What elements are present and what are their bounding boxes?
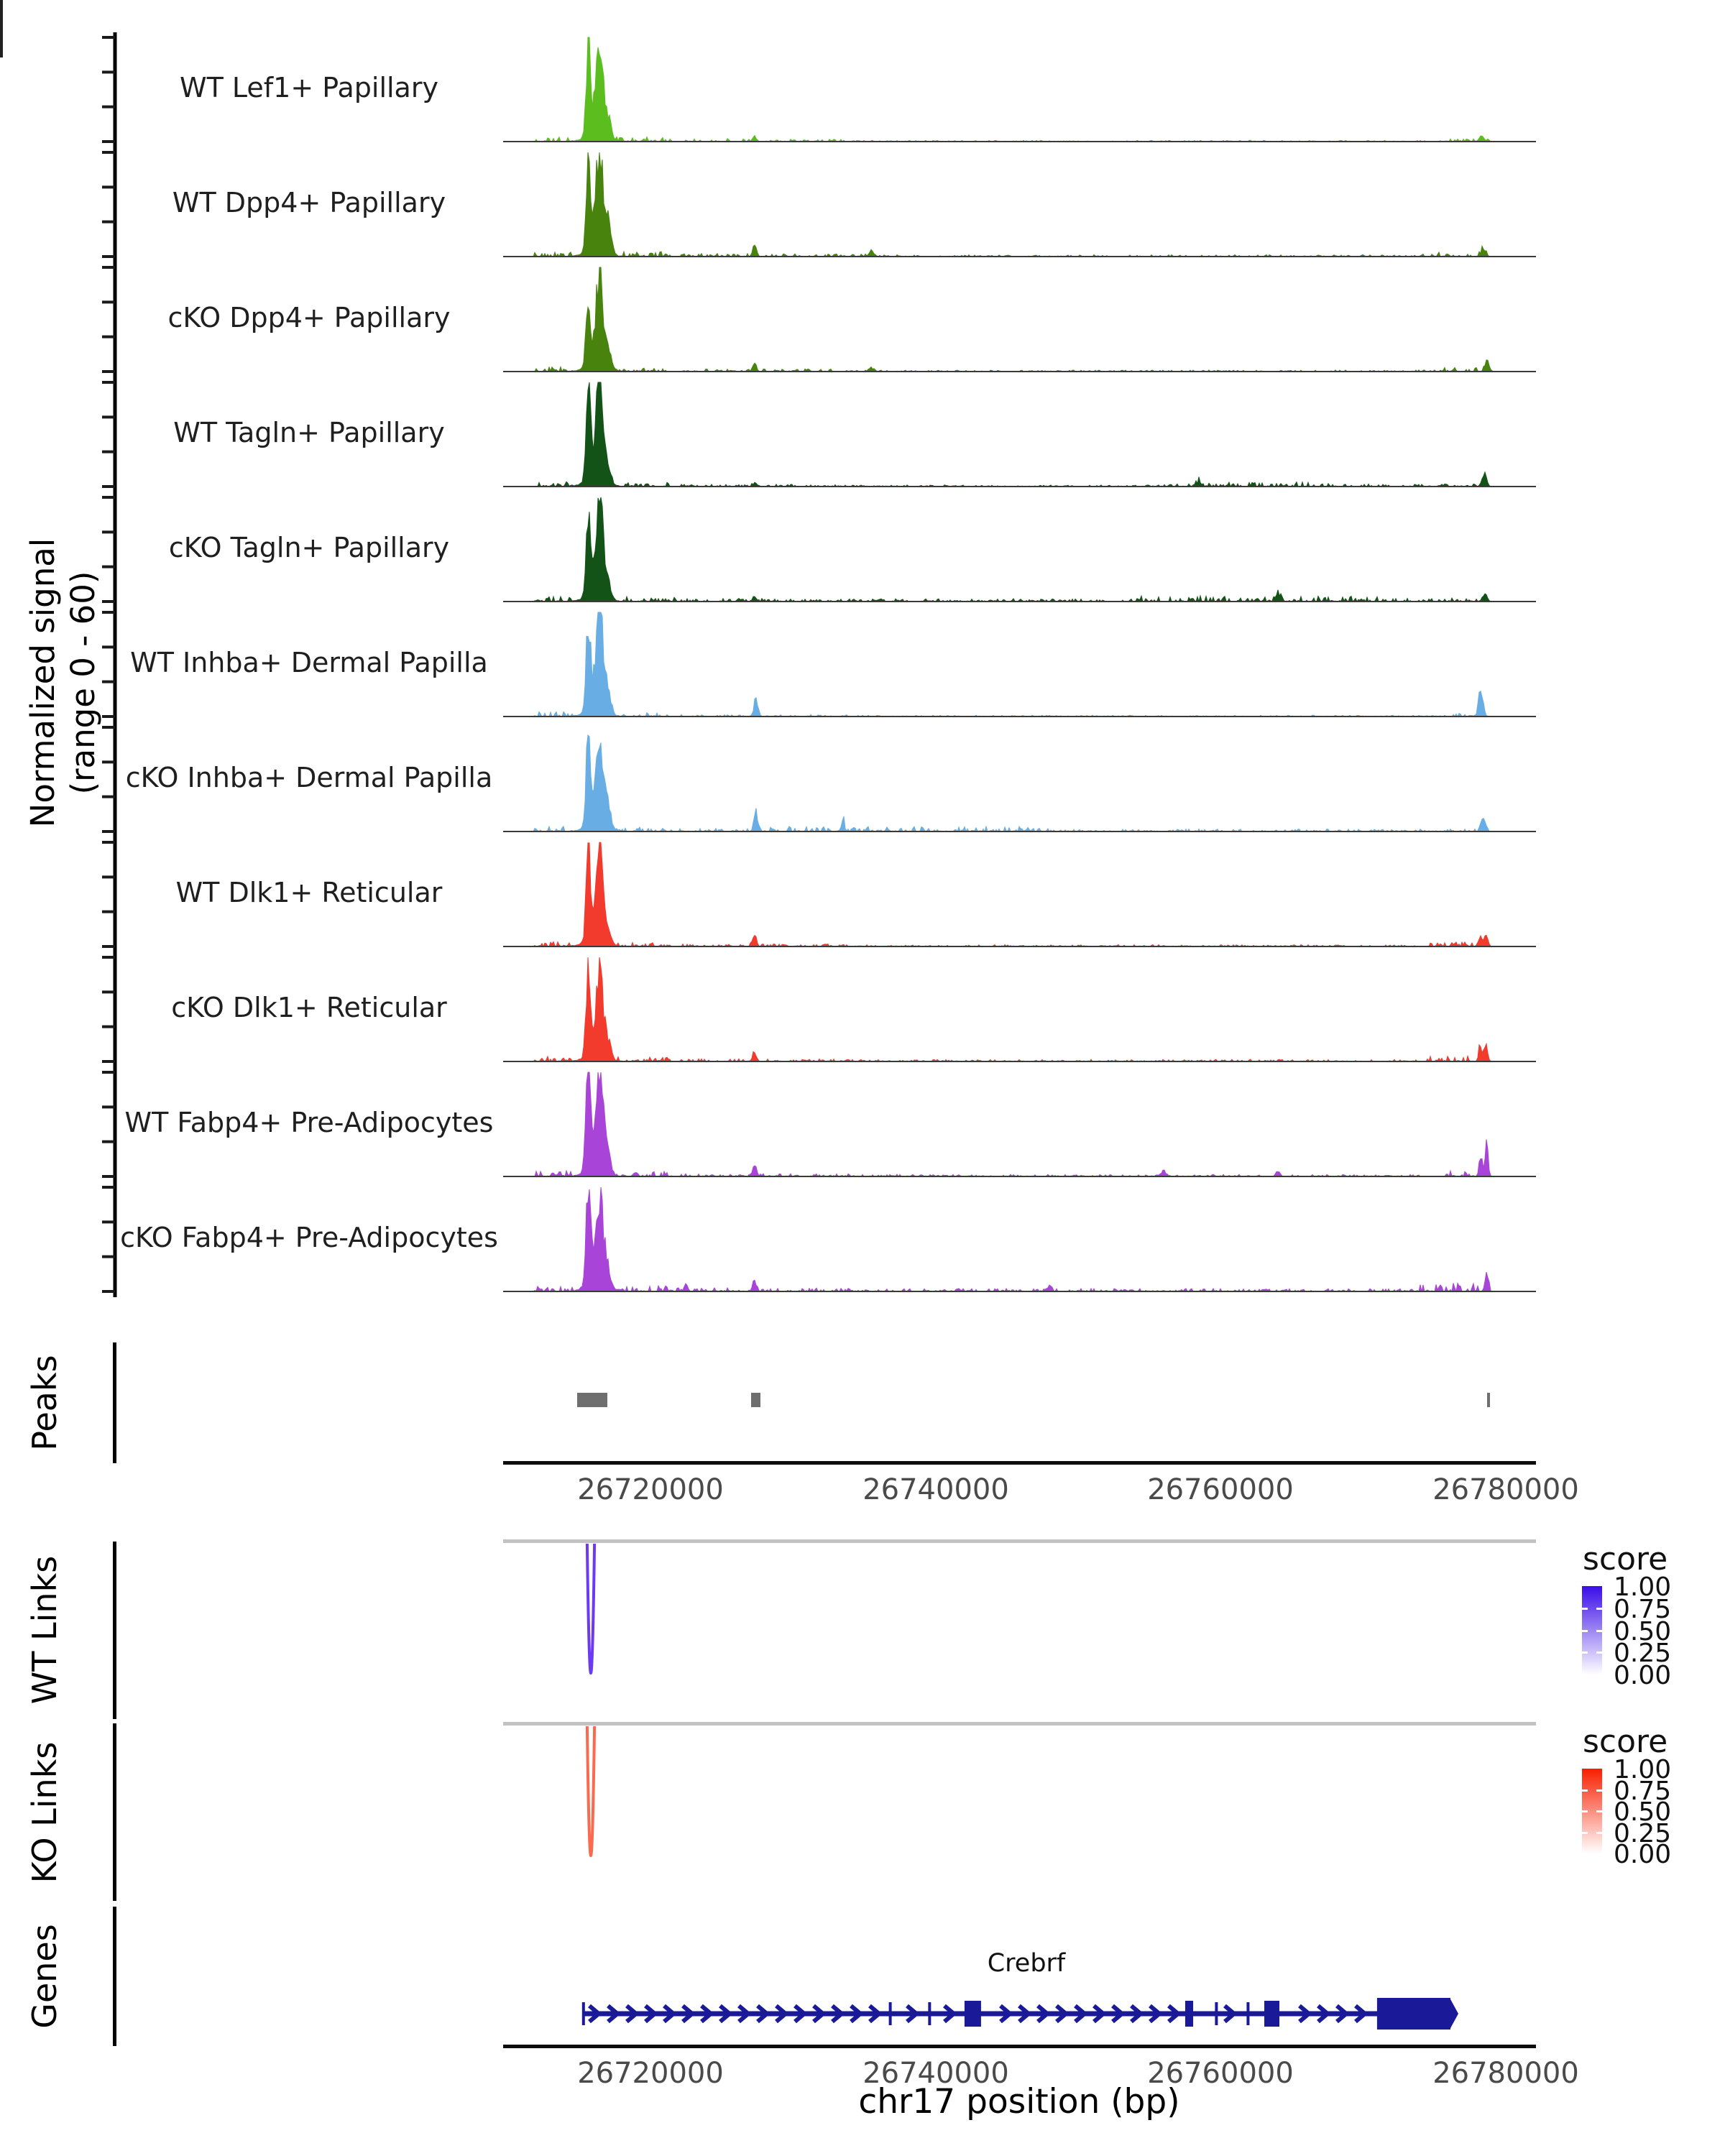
axis-tick-mark: [0, 0, 3, 7]
signal-area: [503, 1187, 1536, 1291]
axis-tick-label: 26720000: [577, 1473, 724, 1506]
signal-area: [503, 382, 1536, 487]
axis-tick-label: 26780000: [1432, 1473, 1579, 1506]
axis-tick-label: 26760000: [1147, 2057, 1294, 2090]
signal-track-1: [503, 37, 1536, 142]
signal-area: [503, 152, 1536, 257]
legend-tick-mark: [1582, 1789, 1588, 1792]
gene-exon: [965, 2001, 981, 2027]
signal-area: [503, 957, 1536, 1061]
signal-tracks-canvas: [503, 22, 1536, 1308]
wt-links-legend-title: score: [1583, 1541, 1668, 1577]
wt-links-section-bracket: [113, 1542, 116, 1719]
signal-area: [503, 735, 1536, 831]
peak-region-2: [751, 1393, 760, 1407]
axis-tick-mark: [0, 36, 3, 43]
wt-links-arcs: [503, 1538, 1536, 1696]
gene-end-arrow-icon: [1450, 1998, 1458, 2030]
track-label-9: cKO Dlk1+ Reticular: [171, 992, 447, 1023]
legend-tick-mark: [1582, 1651, 1588, 1654]
track-label-3: cKO Dpp4+ Papillary: [167, 302, 451, 333]
genome-axis-1-line: [503, 1461, 1536, 1465]
legend-value-label: 0.75: [1614, 1595, 1672, 1624]
legend-tick-mark: [1582, 1810, 1588, 1812]
ko-links-section-label: KO Links: [25, 1741, 64, 1884]
track-label-11: cKO Fabp4+ Pre-Adipocytes: [120, 1222, 498, 1253]
axis-tick-label: 26760000: [1147, 1473, 1294, 1506]
link-arc: [587, 1726, 594, 1856]
ko-links-legend-title: score: [1583, 1723, 1668, 1760]
axis-tick-mark: [0, 7, 3, 14]
axis-tick-label: 26740000: [862, 2057, 1009, 2090]
track-label-10: WT Fabp4+ Pre-Adipocytes: [124, 1107, 494, 1138]
signal-track-8: [503, 842, 1536, 946]
legend-tick-mark: [1596, 1608, 1602, 1610]
signal-area: [503, 1072, 1536, 1176]
legend-value-label: 0.00: [1614, 1840, 1672, 1869]
legend-tick-mark: [1596, 1630, 1602, 1632]
peak-region-1: [577, 1393, 607, 1407]
track-label-8: WT Dlk1+ Reticular: [175, 877, 443, 908]
legend-value-label: 0.25: [1614, 1819, 1672, 1848]
legend-value-label: 0.00: [1614, 1661, 1672, 1690]
axis-tick-label: 26740000: [862, 1473, 1009, 1506]
signal-area: [503, 612, 1536, 717]
gene-exon-tick: [889, 2002, 892, 2025]
legend-value-label: 0.25: [1614, 1639, 1672, 1668]
gene-name-label: Crebrf: [987, 1949, 1066, 1978]
axis-tick-mark: [0, 29, 3, 36]
track-label-2: WT Dpp4+ Papillary: [172, 187, 446, 218]
signal-area: [503, 497, 1536, 602]
signal-track-4: [503, 382, 1536, 487]
signal-track-3: [503, 267, 1536, 372]
ko-links-section-bracket: [113, 1723, 116, 1901]
gene-exon-tick: [1215, 2002, 1218, 2025]
legend-tick-mark: [1596, 1651, 1602, 1654]
track-label-7: cKO Inhba+ Dermal Papilla: [125, 762, 493, 793]
genes-section-label: Genes: [25, 1924, 64, 2029]
track-label-5: cKO Tagln+ Papillary: [168, 532, 450, 563]
legend-tick-mark: [1582, 1608, 1588, 1610]
signal-track-6: [503, 612, 1536, 717]
link-arc: [587, 1544, 594, 1673]
legend-value-label: 1.00: [1614, 1572, 1672, 1602]
axis-tick-label: 26720000: [577, 2057, 724, 2090]
signal-y-axis-title-line2: (range 0 - 60): [64, 571, 102, 795]
gene-exon: [1185, 2001, 1193, 2027]
legend-tick-mark: [1596, 1789, 1602, 1792]
signal-track-7: [503, 735, 1536, 831]
gene-exon-tick: [1246, 2002, 1249, 2025]
signal-area: [503, 37, 1536, 142]
peak-region-3: [1487, 1393, 1490, 1407]
gene-exon-tick: [582, 2002, 585, 2025]
signal-track-9: [503, 957, 1536, 1061]
gene-exon-large: [1377, 1998, 1450, 2030]
axis-tick-label: 26780000: [1432, 2057, 1579, 2090]
peaks-section-label: Peaks: [25, 1355, 64, 1451]
signal-y-axis-title-line1: Normalized signal: [24, 538, 62, 828]
signal-track-11: [503, 1187, 1536, 1291]
axis-tick-mark: [0, 14, 3, 22]
axis-tick-mark: [0, 43, 3, 50]
wt-links-section-label: WT Links: [25, 1555, 64, 1705]
legend-value-label: 0.50: [1614, 1797, 1672, 1827]
legend-tick-mark: [1596, 1810, 1602, 1812]
signal-area: [503, 267, 1536, 372]
legend-value-label: 0.75: [1614, 1777, 1672, 1806]
legend-value-label: 1.00: [1614, 1755, 1672, 1784]
peaks-section-bracket: [113, 1342, 116, 1463]
ko-links-arcs: [503, 1720, 1536, 1879]
legend-tick-mark: [1596, 1832, 1602, 1834]
signal-track-2: [503, 152, 1536, 257]
track-label-1: WT Lef1+ Papillary: [180, 72, 438, 103]
x-axis-title: chr17 position (bp): [858, 2082, 1180, 2122]
gene-exon-tick: [928, 2002, 931, 2025]
track-label-6: WT Inhba+ Dermal Papilla: [130, 647, 488, 678]
genome-axis-2-line: [503, 2045, 1536, 2048]
legend-tick-mark: [1582, 1630, 1588, 1632]
legend-tick-mark: [1582, 1832, 1588, 1834]
axis-tick-mark: [0, 22, 3, 29]
axis-tick-mark: [0, 50, 3, 57]
signal-track-10: [503, 1072, 1536, 1176]
signal-area: [503, 842, 1536, 946]
gene-exon: [1264, 2001, 1279, 2027]
signal-track-5: [503, 497, 1536, 602]
genes-section-bracket: [113, 1907, 116, 2046]
gene-model: [503, 1955, 1536, 2048]
track-label-4: WT Tagln+ Papillary: [173, 417, 445, 448]
legend-value-label: 0.50: [1614, 1617, 1672, 1646]
